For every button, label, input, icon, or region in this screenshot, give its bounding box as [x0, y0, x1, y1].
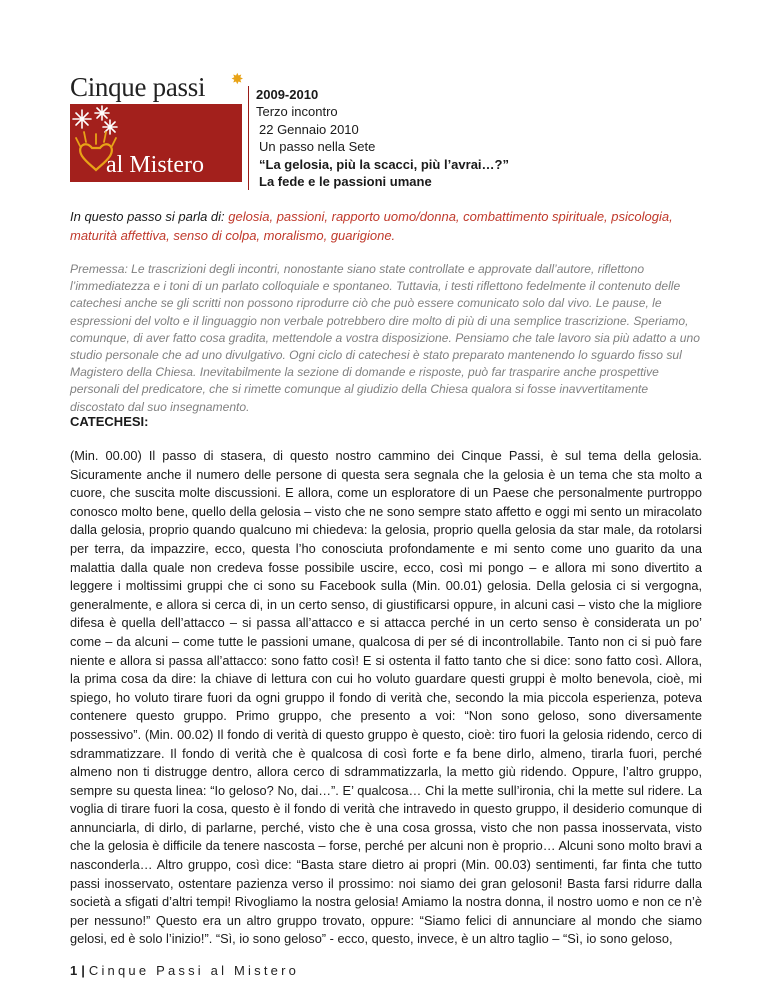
meeting-step: Un passo nella Sete	[259, 139, 376, 155]
topics-list: gelosia, passioni, rapporto uomo/donna, combattimento spirituale, psicologia, maturità affettiva, senso di colpa, moralismo, guarigione.	[70, 209, 673, 243]
header-divider	[248, 86, 249, 190]
meeting-header	[256, 86, 509, 190]
meeting-subtitle: La fede e le passioni umane	[259, 174, 432, 190]
topics-intro: In questo passo si parla di:	[70, 209, 225, 224]
premise-paragraph: Premessa: Le trascrizioni degli incontri, nonostante siano state controllate e approvate dall’autore, riflettono l’immediatezza e i toni di un parlato colloquiale e spontaneo. Tuttavia, i testi riflettono fedelmente il contenuto delle catechesi anche se gli scritti non possono riprodurre ciò che può essere comunicato solo dal vivo. Le pause, le espressioni del volto e il linguaggio non verbale potrebbero dire molto di più di una semplice trascrizione. Speriamo, comunque, di aver fatto cosa gradita, mettendole a vostra disposizione. Pensiamo che tale lavoro sia più adatto a uno studio personale che ad uno divulgativo. Ogni ciclo di catechesi è stato preparato mantenendo lo sguardo fisso sul Magistero della Chiesa. Inevitabilmente la sezione di domande e risposte, può far trasparire anche prospettive personali del predicatore, che si rimette comunque al giudizio della Chiesa qualora si fosse inavvertitamente discostato dal suo insegnamento.	[70, 262, 700, 414]
logo-text-top: Cinque passi	[70, 72, 206, 102]
catechesi-heading: CATECHESI:	[70, 414, 149, 429]
body-text: (Min. 00.00) Il passo di stasera, di questo nostro cammino dei Cinque Passi, è sul tema della gelosia. Sicuramente anche il numero delle persone di questa sera segnala che la gelosia è un tema che sta molto a cuore, che suscita molte discussioni. E allora, come un esploratore di un Paese che personalmente purtroppo conosco molto bene, quello della gelosia – visto che ne sono sempre stato affetto e oggi mi sento un miracolato dalla gelosia, proprio quando qualcuno mi chiedeva: la gelosia, proprio quella gelosia da star male, da rotolarsi per terra, da impazzire, ecco, questa l’ho conosciuta profondamente e mi sento come uno guarito da una malattia dalla quale non credeva fosse possibile uscire, ecco, così mi pongo – e allora mi sono divertito a leggere i moltissimi gruppi che ci sono su Facebook sulla (Min. 00.01) gelosia. Della gelosia ci si vergogna, generalmente, e allora si cerca di, in un certo senso, di giustificarsi oppure, in alcuni casi – visto che la migliore difesa è quella dell’attacco – si passa all’attacco e si attacca perché in un certo senso è considerata un po’ come – da alcuni – come tutte le passioni umane, qualcosa di per sé di incontrollabile. Tanto non ci si può fare niente e allora si passa all’attacco: sono fatto così! E si ostenta il fatto tanto che si dice: sono fatto così. Allora, la prima cosa da dire: la chiave di lettura con cui ho voluto guardare questi gruppi è molto benevola, cioè, mi spiego, ho voluto tirare fuori da ogni gruppo il fondo di verità che, secondo la mia piccola esperienza, poteva contenere questo gruppo. Primo gruppo, che presento a voi: “Non sono geloso, sono diversamente possessivo”. (Min. 00.02) Il fondo di verità di questo gruppo è questo, cioè: tiro fuori la gelosia ridendo, cerco di sdrammatizzare. Il fondo di verità che è qualcosa di così forte e fa bene dirlo, almeno, tirarla fuori, perché almeno non ti distrugge dentro, allora cerco di sdrammatizzarla, la metto giù ridendo. Oppure, l’altro gruppo, sempre su questa linea: “Io geloso? No, dai…”. E’ qualcosa… Chi la mette sull’ironia, chi la mette sul ridere. La voglia di tirare fuori la cosa, questo è il fondo di verità che intravedo in questo gruppo, il desiderio comunque di annunciarla, di dirlo, di parlarne, perché, visto che è una cosa grossa, visto che non passa inosservata, visto che la gelosia è difficile da tenere nascosta – forse, perché per alcuni non è proprio… Alcuni sono molto bravi a nasconderla… Altro gruppo, così dice: “Basta stare dietro ai propri (Min. 00.03) sentimenti, far finta che tutto passi inosservato, ostentare pazienza verso il prossimo: noi siamo dei gran gelosoni! Basta farsi ridurre dalla società a sfigati d’altri tempi! Rivogliamo la nostra gelosia! Amiamo la nostra donna, il nostro uomo e non ce n’è per nessuno!” Questo era un altro gruppo trovato, oppure: “Siamo felici di annunciare al mondo che siamo gelosi, ed è solo l’inizio!”. “Sì, io sono geloso” - ecco, questo, invece, è un altro taglio – “Sì, io sono geloso,	[70, 448, 702, 947]
topics-paragraph	[70, 207, 700, 245]
meeting-number: Terzo incontro	[256, 104, 338, 120]
year: 2009-2010	[256, 87, 319, 102]
cinque-passi-logo	[70, 72, 250, 182]
logo-text-bottom: al Mistero	[106, 152, 204, 178]
page-footer	[70, 963, 299, 978]
logo-red-box	[70, 104, 242, 182]
footer-separator: |	[81, 963, 85, 978]
logo-star-icon: ✸	[231, 71, 244, 88]
footer-title: Cinque Passi al Mistero	[88, 963, 300, 978]
page-number: 1	[70, 963, 78, 978]
meeting-title: “La gelosia, più la scacci, più l’avrai…?”	[259, 156, 509, 172]
meeting-date: 22 Gennaio 2010	[259, 121, 359, 137]
